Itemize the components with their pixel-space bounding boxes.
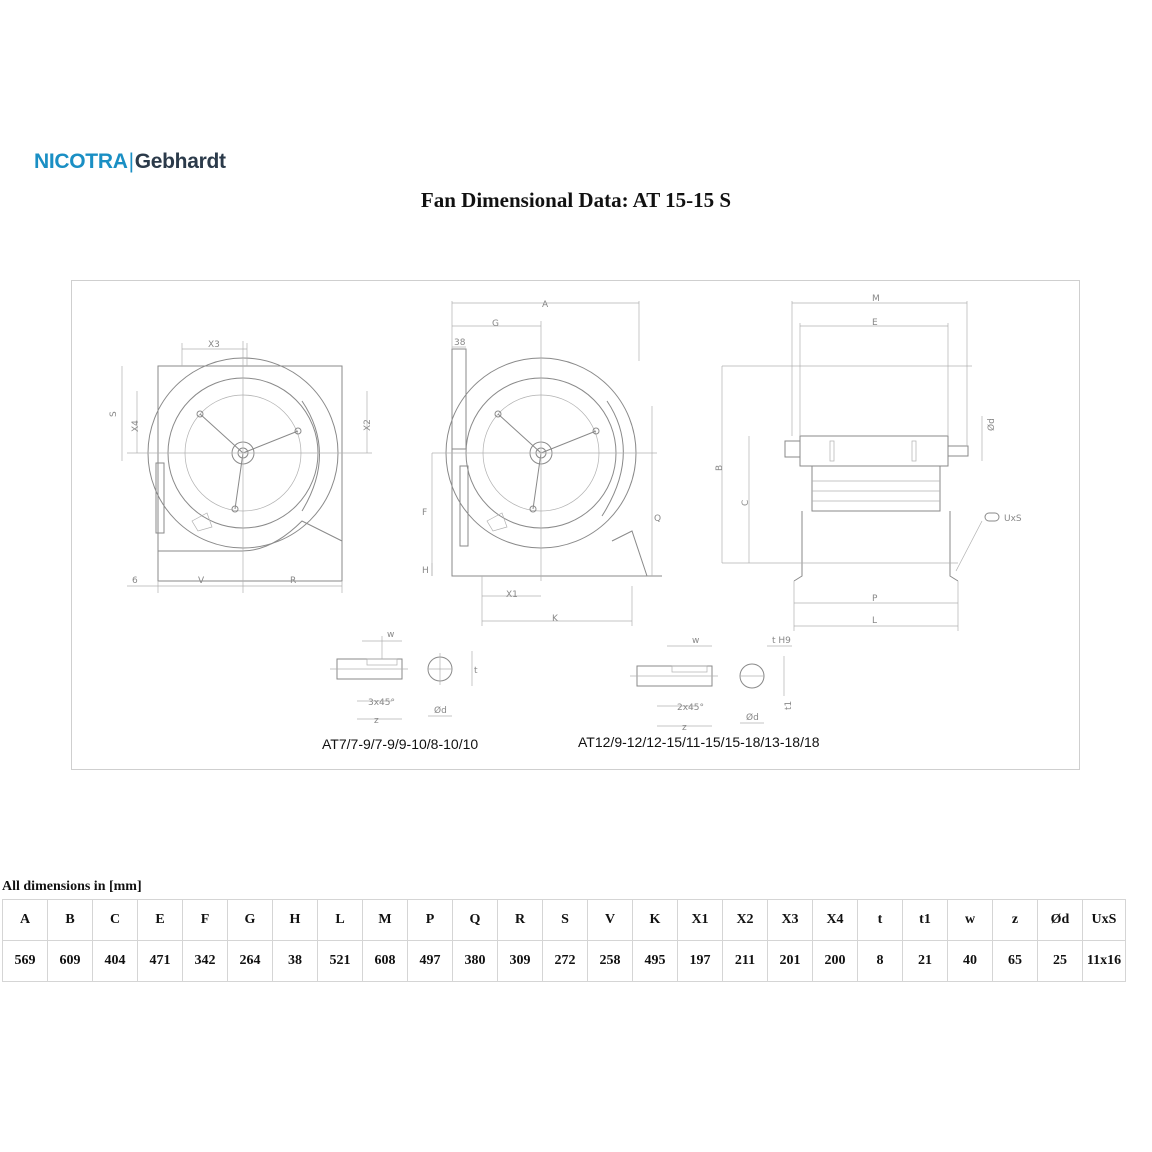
page-title: Fan Dimensional Data: AT 15-15 S bbox=[420, 188, 732, 212]
label-w1: w bbox=[387, 630, 395, 640]
label-k: K bbox=[552, 614, 558, 624]
table-value-cell: 380 bbox=[453, 941, 498, 982]
table-header-cell: M bbox=[363, 900, 408, 941]
table-header-cell: S bbox=[543, 900, 588, 941]
front-view-right bbox=[715, 294, 1022, 631]
label-z1: z bbox=[374, 716, 379, 726]
table-header-cell: X2 bbox=[723, 900, 768, 941]
table-value-cell: 65 bbox=[993, 941, 1038, 982]
table-header-cell: G bbox=[228, 900, 273, 941]
label-a: A bbox=[542, 300, 549, 310]
label-f: F bbox=[422, 508, 428, 518]
technical-drawing bbox=[71, 280, 1080, 770]
label-38: 38 bbox=[454, 338, 466, 348]
table-value-cell: 497 bbox=[408, 941, 453, 982]
units-label: All dimensions in [mm] bbox=[2, 879, 142, 894]
table-header-cell: P bbox=[408, 900, 453, 941]
table-value-cell: 471 bbox=[138, 941, 183, 982]
label-m: M bbox=[872, 294, 880, 304]
table-value-cell: 495 bbox=[633, 941, 678, 982]
table-value-cell: 38 bbox=[273, 941, 318, 982]
label-s: S bbox=[109, 411, 119, 417]
label-p: P bbox=[872, 594, 878, 604]
table-value-cell: 521 bbox=[318, 941, 363, 982]
label-od: Ød bbox=[987, 418, 997, 431]
logo-brand-secondary: Gebhardt bbox=[134, 150, 226, 173]
table-header-cell: A bbox=[3, 900, 48, 941]
table-value-cell: 8 bbox=[858, 941, 903, 982]
label-t2: t1 bbox=[784, 700, 794, 710]
table-value-cell: 309 bbox=[498, 941, 543, 982]
table-header-cell: F bbox=[183, 900, 228, 941]
label-x1: X1 bbox=[506, 590, 518, 600]
table-header-cell: Ød bbox=[1038, 900, 1083, 941]
label-d1: Ød bbox=[434, 706, 447, 716]
label-x4: X4 bbox=[131, 420, 141, 432]
table-header-cell: UxS bbox=[1083, 900, 1126, 941]
side-view-left bbox=[109, 340, 373, 593]
table-value-cell: 264 bbox=[228, 941, 273, 982]
table-value-cell: 25 bbox=[1038, 941, 1083, 982]
label-h: H bbox=[422, 566, 429, 576]
label-e: E bbox=[872, 318, 878, 328]
table-value-cell: 21 bbox=[903, 941, 948, 982]
label-tt: t H9 bbox=[772, 636, 791, 646]
table-value-row bbox=[3, 941, 1126, 982]
label-d2: Ød bbox=[746, 713, 759, 723]
table-header-row bbox=[3, 900, 1126, 941]
fan-drawing-svg bbox=[72, 281, 1081, 771]
table-value-cell: 258 bbox=[588, 941, 633, 982]
label-uxs: UxS bbox=[1004, 514, 1022, 524]
label-v: V bbox=[198, 576, 205, 586]
table-value-cell: 197 bbox=[678, 941, 723, 982]
table-value-cell: 11x16 bbox=[1083, 941, 1126, 982]
table-header-cell: C bbox=[93, 900, 138, 941]
table-header-cell: E bbox=[138, 900, 183, 941]
label-q: Q bbox=[654, 514, 662, 524]
label-x2: X2 bbox=[363, 419, 373, 431]
table-header-cell: B bbox=[48, 900, 93, 941]
nicotra-gebhardt-logo bbox=[34, 150, 226, 174]
table-value-cell: 609 bbox=[48, 941, 93, 982]
logo-brand-primary: NICOTRA bbox=[34, 150, 128, 173]
table-value-cell: 404 bbox=[93, 941, 138, 982]
table-header-cell: Q bbox=[453, 900, 498, 941]
label-g: G bbox=[492, 319, 499, 329]
table-value-cell: 40 bbox=[948, 941, 993, 982]
table-header-cell: R bbox=[498, 900, 543, 941]
label-c: C bbox=[741, 499, 751, 506]
label-t1a: t bbox=[474, 666, 478, 676]
table-value-cell: 272 bbox=[543, 941, 588, 982]
table-value-cell: 608 bbox=[363, 941, 408, 982]
table-header-cell: L bbox=[318, 900, 363, 941]
dimensions-table bbox=[2, 899, 1126, 982]
label-6: 6 bbox=[132, 576, 138, 586]
table-header-cell: t bbox=[858, 900, 903, 941]
label-r: R bbox=[290, 576, 297, 586]
shaft-detail-left bbox=[330, 630, 478, 726]
table-header-cell: X3 bbox=[768, 900, 813, 941]
table-header-cell: K bbox=[633, 900, 678, 941]
label-l: L bbox=[872, 616, 878, 626]
table-header-cell: X1 bbox=[678, 900, 723, 941]
shaft-detail-right bbox=[630, 636, 794, 733]
caption-left: AT7/7-9/7-9/9-10/8-10/10 bbox=[322, 736, 479, 752]
label-chamfer1: 3x45° bbox=[368, 698, 396, 708]
label-z2: z bbox=[682, 723, 687, 733]
table-header-cell: w bbox=[948, 900, 993, 941]
table-header-cell: z bbox=[993, 900, 1038, 941]
caption-right: AT12/9-12/12-15/11-15/15-18/13-18/18 bbox=[578, 734, 820, 750]
table-value-cell: 569 bbox=[3, 941, 48, 982]
table-value-cell: 201 bbox=[768, 941, 813, 982]
table-value-cell: 200 bbox=[813, 941, 858, 982]
label-b: B bbox=[715, 464, 725, 471]
side-view-middle bbox=[422, 300, 662, 626]
table-header-cell: t1 bbox=[903, 900, 948, 941]
label-w2: w bbox=[692, 636, 700, 646]
table-header-cell: X4 bbox=[813, 900, 858, 941]
table-header-cell: V bbox=[588, 900, 633, 941]
table-header-cell: H bbox=[273, 900, 318, 941]
label-x3: X3 bbox=[208, 340, 220, 350]
table-value-cell: 211 bbox=[723, 941, 768, 982]
table-value-cell: 342 bbox=[183, 941, 228, 982]
logo-separator: | bbox=[128, 150, 134, 173]
label-chamfer2: 2x45° bbox=[677, 703, 705, 713]
